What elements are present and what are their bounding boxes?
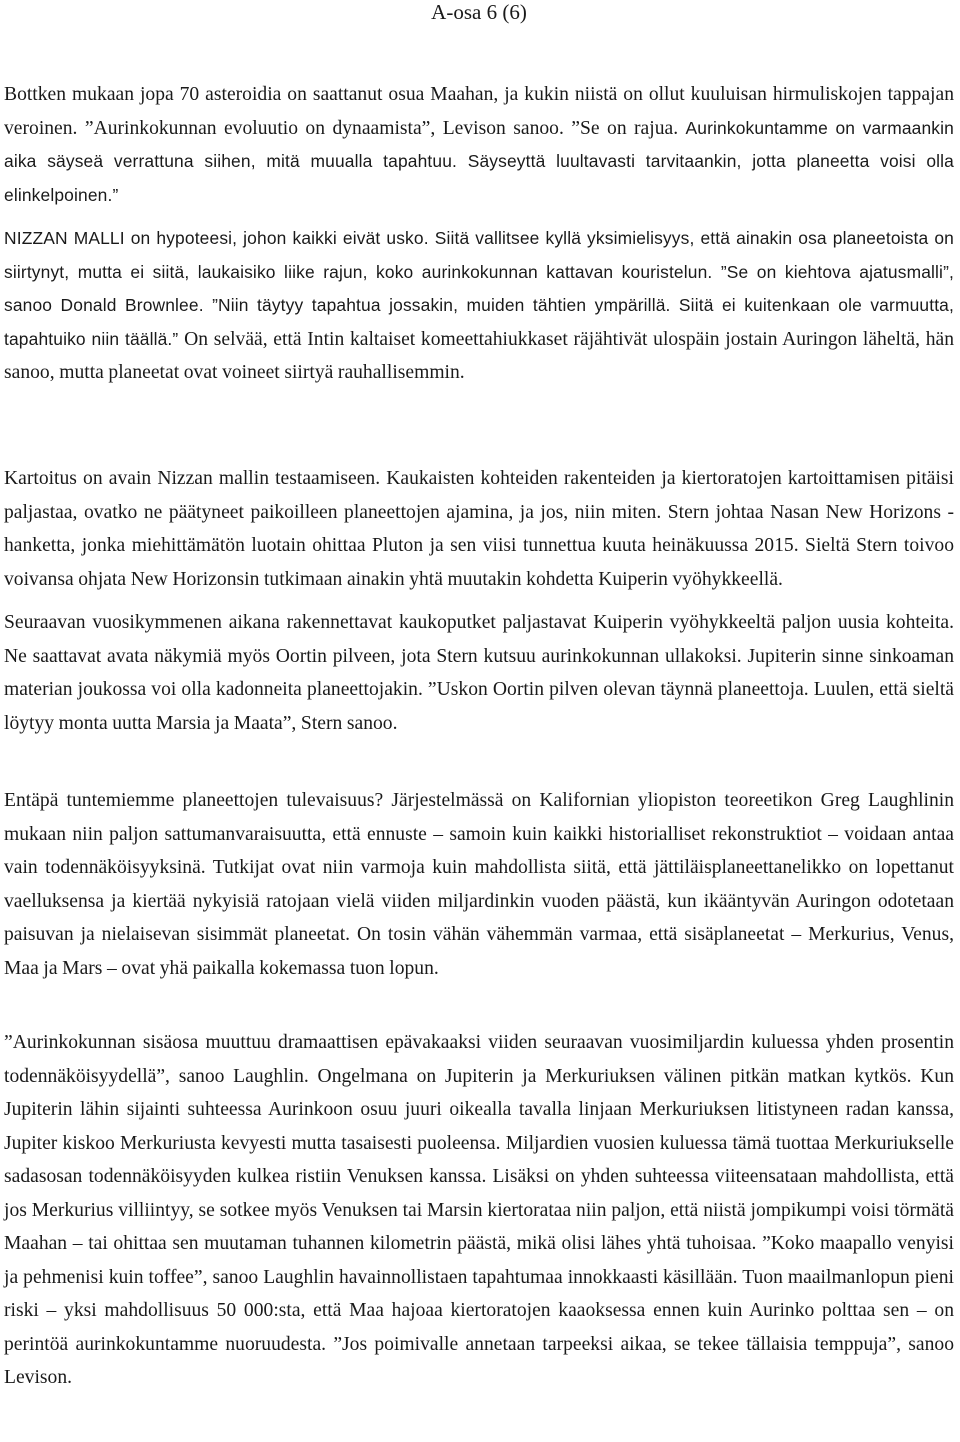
paragraph-2-segment-2: On selvää, että Intin kaltaiset komeettahiukkaset räjähtivät ulospäin jostain Auringon läheltä, hän sanoo, mutta planeetat ovat voineet siirtyä rauhallisemmin. — [4, 328, 954, 383]
paragraph-2 — [4, 222, 954, 390]
paragraph-3-segment-1: Kartoitus on avain Nizzan mallin testaamiseen. Kaukaisten kohteiden rakenteiden ja kiertoratojen kartoittamisen pitäisi paljastaa, ovatko ne päätyneet paikoilleen planeettojen ajamina, ja jos, niin miten. Stern johtaa Nasan New Horizons -hanketta, jonka miehittämätön luotain ohittaa Pluton ja sen viisi tunnettua kuuta heinäkuussa 2015. Sieltä Stern toivoo voivansa ohjata New Horizonsin tutkimaan ainakin yhtä muutakin kohdetta Kuiperin vyöhykkeellä. — [4, 468, 954, 590]
paragraph-6 — [4, 1026, 954, 1395]
paragraph-4 — [4, 606, 954, 740]
paragraph-1-segment-2: Aurinkokuntamme on varmaankin aika säyseä verrattuna siihen, mitä muualla tapahtuu. Säyseyttä luultavasti tarvitaankin, jotta planeetta voisi olla elinkelpoinen.” — [4, 117, 954, 205]
paragraph-1-segment-1: Bottken mukaan jopa 70 asteroidia on saattanut osua Maahan, ja kukin niistä on ollut kuuluisan hirmuliskojen tappajan veroinen. ”Aurinkokunnan evoluutio on dynaamista”, Levison sanoo. ”Se on rajua. — [4, 84, 954, 139]
page-content — [4, 0, 954, 1388]
paragraph-1 — [4, 78, 954, 212]
paragraph-6-segment-1: ”Aurinkokunnan sisäosa muuttuu dramaattisen epävakaaksi viiden seuraavan vuosimiljardin kuluessa yhden prosentin todennäköisyydellä”, sanoo Laughlin. Ongelmana on Jupiterin ja Merkuriuksen välinen pitkän matkan kytkös. Kun Jupiterin lähin sijainti suhteessa Aurinkoon osuu juuri oikealla tavalla linjaan Merkuriuksen litistyneen radan kanssa, Jupiter kiskoo Merkuriusta kevyesti mutta tasaisesti puoleensa. Miljardien vuosien kuluessa tämä tuottaa Merkuriukselle sadasosan todennäköisyyden kulkea ristiin Venuksen kanssa. Lisäksi on yhden suhteessa viiteensataan mahdollista, että jos Merkurius villiintyy, se sotkee myös Venuksen tai Marsin kiertorataa niin paljon, että niistä jompikumpi voisi törmätä Maahan – tai ohittaa sen muutaman tuhannen kilometrin päästä, mikä olisi lähes yhtä tuhoisaa. ”Koko maapallo venyisi ja pehmenisi kuin toffee”, sanoo Laughlin havainnollistaen tapahtumaa innokkaasti käsillään. Tuon maailmanlopun pieni riski – yksi mahdollisuus 50 000:sta, että Maa hajoaa kiertoratojen kaaoksessa ennen kuin Aurinko polttaa sen – on perintöä aurinkokuntamme nuoruudesta. ”Jos poimivalle annetaan tarpeeksi aikaa, se tekee tällaisia temppuja”, sanoo Levison. — [4, 1032, 954, 1388]
paragraph-4-segment-1: Seuraavan vuosikymmenen aikana rakennettavat kaukoputket paljastavat Kuiperin vyöhykkeeltä paljon uusia kohteita. Ne saattavat avata näkymiä myös Oortin pilveen, jota Stern kutsuu aurinkokunnan ullakoksi. Jupiterin sinne sinkoaman materian joukossa voi olla kadonneita planeettojakin. ”Uskon Oortin pilven olevan täynnä planeettoja. Luulen, että sieltä löytyy monta uutta Marsia ja Maata”, Stern sanoo. — [4, 612, 954, 734]
paragraph-2-segment-1: NIZZAN MALLI on hypoteesi, johon kaikki eivät usko. Siitä vallitsee kyllä yksimielisyys, että ainakin osa planeetoista on siirtynyt, mutta ei siitä, laukaisiko liike rajun, koko aurinkokunnan kattavan kouristelun. ”Se on kiehtova ajatusmalli”, sanoo Donald Brownlee. ”Niin täytyy tapahtua jossakin, muiden tähtien ympärillä. Siitä ei kuitenkaan ole varmuutta, tapahtuiko niin täällä.” — [4, 228, 954, 349]
paragraph-3 — [4, 462, 954, 596]
paragraph-5 — [4, 784, 954, 985]
page-header: A-osa 6 (6) — [431, 0, 527, 24]
paragraph-5-segment-1: Entäpä tuntemiemme planeettojen tulevaisuus? Järjestelmässä on Kalifornian yliopiston teoreetikon Greg Laughlinin mukaan niin paljon sattumanvaraisuutta, että ennuste – samoin kuin kaikki historialliset rekonstruktiot – voidaan antaa vain todennäköisyyksinä. Tutkijat ovat niin varmoja kuin mahdollista siitä, että jättiläisplaneettanelikko on lopettanut vaelluksensa ja kiertää nykyisiä ratojaan vielä viiden miljardinkin vuoden päästä, kun ikääntyvän Auringon odotetaan paisuvan ja nielaisevan sisimmät planeetat. On tosin vähän vähemmän varmaa, että sisäplaneetat – Merkurius, Venus, Maa ja Mars – ovat yhä paikalla kokemassa tuon lopun. — [4, 790, 954, 979]
